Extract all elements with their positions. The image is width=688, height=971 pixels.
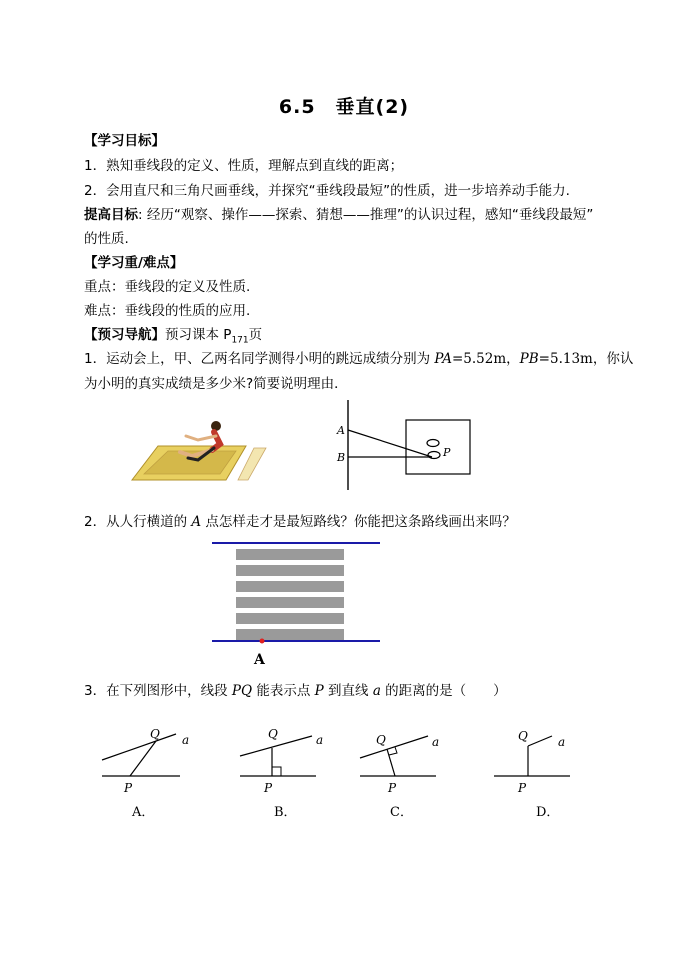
- label-p: P: [443, 446, 451, 459]
- q3-text-d: 的距离的是（ ）: [380, 683, 507, 699]
- q2-text-cont: 点怎样走才是最短路线？你能把这条路线画出来吗？: [201, 514, 516, 530]
- q1-text: 1．运动会上，甲、乙两名同学测得小明的跳远成绩分别为: [84, 351, 435, 367]
- line-a: [102, 734, 176, 760]
- line-a: [528, 736, 552, 746]
- difficulty: 难点：垂线段的性质的应用.: [84, 303, 251, 319]
- right-angle-mark: [272, 767, 281, 776]
- goal-2: 2．会用直尺和三角尺画垂线，并探究“垂线段最短”的性质，进一步培养动手能力.: [84, 183, 570, 199]
- option-b-letter: B．: [274, 805, 297, 820]
- goal-1: 1．熟知垂线段的定义、性质，理解点到直线的距离；: [84, 158, 404, 174]
- segment-pa: [348, 430, 432, 457]
- label-a: A: [337, 424, 345, 437]
- footprint-icon: [427, 440, 439, 447]
- question-1-cont: 为小明的真实成绩是多少米?简要说明理由．: [84, 376, 348, 392]
- option-b-figure: [236, 720, 336, 822]
- option-a-letter: A．: [132, 805, 155, 820]
- q2-text: 2．从人行横道的: [84, 514, 192, 530]
- advanced-goal: [84, 206, 593, 224]
- label-b: B: [337, 451, 346, 464]
- line-a: [360, 736, 428, 758]
- advanced-goal-text: : 经历“观察、操作——探索、猜想——推理”的认识过程，感知“垂线段最短”: [138, 207, 594, 223]
- sand-pit-outline: [406, 420, 470, 474]
- long-jump-illustration: [128, 410, 276, 490]
- option-a-figure: [98, 720, 198, 822]
- label-p: P: [124, 781, 133, 795]
- q3-text-c: 到直线: [323, 683, 373, 699]
- question-1: [84, 350, 633, 368]
- focus-header: 【学习重/难点】: [84, 255, 184, 271]
- preview-page: 171: [231, 335, 249, 346]
- segment-pq: [387, 749, 395, 776]
- crosswalk-figure: [210, 538, 382, 670]
- option-c-letter: C．: [390, 805, 413, 820]
- page-title: 6.5 垂直(2): [278, 96, 410, 118]
- measurement-figure: [332, 398, 474, 492]
- q3-segment: PQ: [231, 683, 253, 699]
- option-d-figure: [490, 720, 590, 822]
- q1-pb-label: PB: [519, 351, 539, 367]
- option-c-figure: [356, 720, 456, 822]
- q3-line: a: [372, 683, 381, 699]
- footprint-icon: [428, 452, 440, 459]
- segment-pq: [130, 741, 156, 776]
- label-p: P: [518, 781, 527, 795]
- advanced-goal-label: 提高目标: [84, 207, 138, 223]
- point-a-marker: [260, 639, 265, 644]
- preview-suffix: 页: [248, 327, 263, 343]
- label-p: P: [264, 781, 273, 795]
- preview-text: 预习课本 P: [165, 327, 232, 343]
- label-q: Q: [518, 729, 528, 743]
- preview-nav: [84, 326, 262, 350]
- question-3: [84, 682, 507, 700]
- key-point: 重点：垂线段的定义及性质.: [84, 279, 251, 295]
- q3-text: 3．在下列图形中，线段: [84, 683, 232, 699]
- q3-point: P: [314, 683, 324, 699]
- advanced-goal-cont: 的性质.: [84, 231, 129, 247]
- preview-header: 【预习导航】: [84, 327, 165, 343]
- q3-text-b: 能表示点: [252, 683, 315, 699]
- q2-point: A: [191, 514, 202, 530]
- option-d-letter: D．: [536, 805, 560, 820]
- q1-pa-value: =5.52m，: [451, 351, 520, 367]
- q1-pb-value: =5.13m，你认: [538, 351, 634, 367]
- label-p: P: [388, 781, 397, 795]
- label-q: Q: [150, 727, 160, 741]
- label-a-line: a: [432, 735, 440, 749]
- q1-pa-label: PA: [434, 351, 452, 367]
- label-a-line: a: [182, 733, 190, 747]
- crosswalk-label-a: A: [254, 652, 265, 668]
- question-2: [84, 513, 516, 531]
- goals-header: 【学习目标】: [84, 133, 165, 149]
- label-q: Q: [268, 727, 278, 741]
- label-q: Q: [376, 733, 386, 747]
- crosswalk-stripes: [236, 549, 344, 640]
- label-a-line: a: [316, 733, 324, 747]
- label-a-line: a: [558, 735, 566, 749]
